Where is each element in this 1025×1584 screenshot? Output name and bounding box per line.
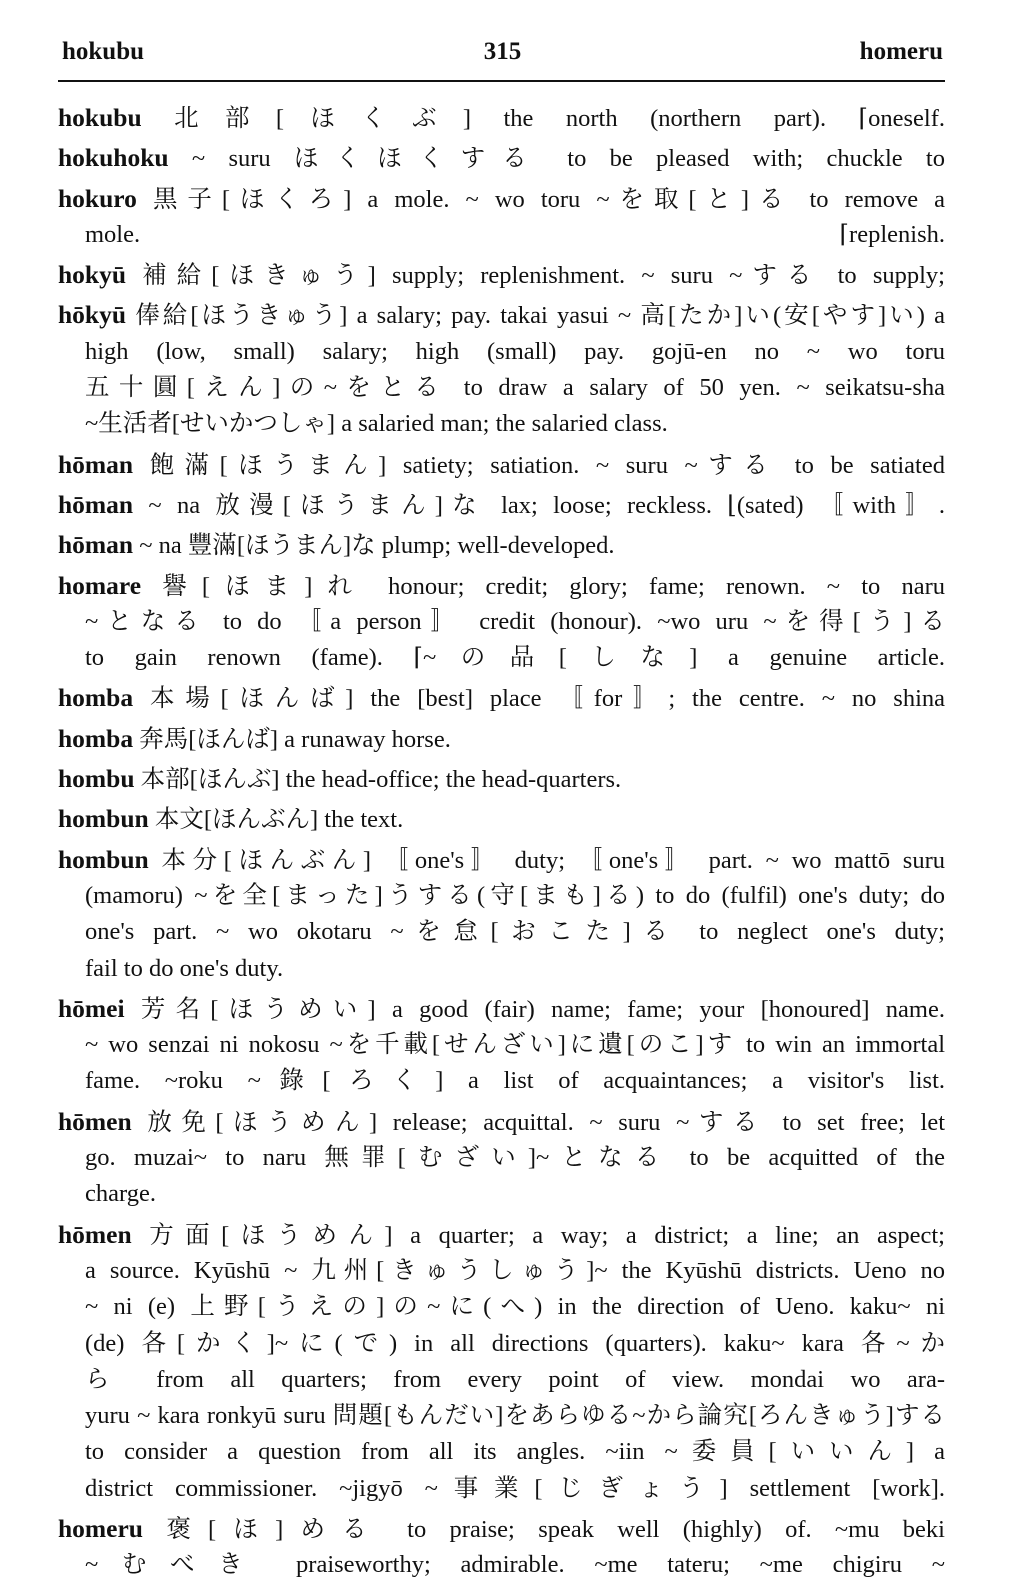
continuation-line (58, 1362, 945, 1398)
definition-text: ~となる to do 〚a person〛 credit (honour). ~wo uru ~を得[う]る (85, 607, 945, 635)
continuation-line (58, 1063, 945, 1099)
definition-text: ~ na 豐滿[ほうまん]な plump; well-developed. (133, 532, 615, 560)
entry-line (58, 487, 945, 523)
definition-text: ~ na 放漫[ほうまん]な lax; loose; reckless. ⌊(sated) 〚with〛. (133, 491, 945, 519)
entry-line (58, 761, 945, 797)
definition-text: 放免[ほうめん] release; acquittal. ~ suru ~する to set free; let (131, 1108, 945, 1136)
entry-line (58, 297, 945, 333)
definition-text: 北部[ほくぶ] the north (northern part). ⌈oneself. (141, 105, 945, 132)
headword: hōman (58, 449, 134, 479)
dictionary-entries (58, 96, 945, 1584)
headword: hombun (58, 844, 149, 874)
definition-text: fail to do one's duty. (85, 954, 284, 982)
definition-text: ~ ni (e) 上野[うえの]の~に(へ) in the direction of Ueno. kaku~ ni (85, 1293, 945, 1321)
headword: homba (58, 723, 134, 753)
definition-text: ~むべき praiseworthy; admirable. ~me tateru; ~me chigiru ~ (85, 1551, 945, 1579)
continuation-line (58, 951, 945, 987)
continuation-line (58, 1289, 945, 1325)
headword: homeru (58, 1513, 143, 1543)
headword: hokuro (58, 183, 137, 213)
entry-line (58, 257, 945, 293)
headword: hōkyū (58, 300, 127, 330)
continuation-line (58, 1176, 945, 1212)
definition-text: to consider a question from all its angles. ~iin ~委員[いいん] a (85, 1438, 945, 1466)
headword: hokubu (58, 103, 142, 132)
definition-text: 本場[ほんば] the [best] place 〚for〛; the centre. ~ no shina (133, 685, 945, 713)
header-rule (58, 80, 945, 82)
definition-text: 褒[ほ]める to praise; speak well (highly) of. ~mu beki (143, 1515, 945, 1543)
running-head (62, 38, 943, 72)
headword: hōman (58, 489, 134, 519)
definition-text: yuru ~ kara ronkyū suru 問題[もんだい]をあらゆる~から論究[ろんきゅう]する (85, 1402, 945, 1430)
entry-line (58, 140, 945, 176)
continuation-line (58, 914, 945, 950)
continuation-line (58, 406, 945, 442)
definition-text: ら from all quarters; from every point of view. mondai wo ara- (85, 1365, 945, 1393)
headword: hōmen (58, 1106, 132, 1136)
entry-line (58, 181, 945, 217)
entry-line (58, 1104, 945, 1140)
definition-text: 本部[ほんぶ] the head-office; the head-quarters. (134, 766, 622, 794)
definition-text: 黒子[ほくろ] a mole. ~ wo toru ~を取[と]る to remove a (136, 185, 945, 213)
definition-text: go. muzai~ to naru 無罪[むざい]~となる to be acquitted of the (85, 1144, 945, 1172)
entry-line (58, 842, 945, 878)
continuation-line (58, 1434, 945, 1470)
definition-text: 芳名[ほうめい] a good (fair) name; fame; your [honoured] name. (124, 995, 945, 1023)
entry-line (58, 1217, 945, 1253)
entry-line (58, 1511, 945, 1547)
definition-text: 補給[ほきゅう] supply; replenishment. ~ suru ~する to supply; (126, 262, 945, 290)
continuation-line (58, 1471, 945, 1507)
headword: hōmei (58, 993, 125, 1023)
definition-text: 俸給[ほうきゅう] a salary; pay. takai yasui ~ 高[たか]い(安[やす]い) a (126, 302, 945, 330)
continuation-line (58, 604, 945, 640)
continuation-line (58, 334, 945, 370)
entry-line (58, 447, 945, 483)
definition-text: 本分[ほんぶん] 〚one's〛 duty; 〚one's〛 part. ~ wo mattō suru (148, 846, 945, 874)
headword: hōman (58, 530, 134, 560)
continuation-line (58, 1326, 945, 1362)
headword: hombu (58, 764, 135, 794)
headword: hombun (58, 804, 149, 834)
definition-text: high (low, small) salary; high (small) pay. gojū-en no ~ wo toru (85, 337, 945, 365)
continuation-line (58, 878, 945, 914)
running-head-last-word: homeru (859, 38, 943, 65)
definition-text: fame. ~roku ~錄[ろく] a list of acquaintances; a visitor's list. (85, 1067, 945, 1095)
definition-text: to gain renown (fame). ⌈~の品[しな] a genuine article. (85, 644, 945, 672)
continuation-line (58, 1398, 945, 1434)
headword: homba (58, 683, 134, 713)
continuation-line (58, 1027, 945, 1063)
definition-text: (de) 各[かく]~に(で) in all directions (quarters). kaku~ kara 各~か (85, 1329, 945, 1357)
running-head-first-word: hokubu (62, 38, 145, 65)
entry-line (58, 100, 945, 136)
definition-text: one's part. ~ wo okotaru ~を怠[おこた]る to neglect one's duty; (85, 918, 945, 946)
entry-line (58, 801, 945, 837)
definition-text: a source. Kyūshū ~ 九州[きゅうしゅう]~ the Kyūshū districts. Ueno no (85, 1256, 945, 1284)
definition-text: 本文[ほんぶん] the text. (148, 806, 404, 834)
entry-line (58, 721, 945, 757)
definition-text: (mamoru) ~を全[まった]うする(守[まも]る) to do (fulfil) one's duty; do (85, 881, 945, 909)
continuation-line (58, 1547, 945, 1583)
headword: hokuhoku (58, 143, 169, 173)
continuation-line (58, 640, 945, 676)
definition-text: district commissioner. ~jigyō ~事業[じぎょう] settlement [work]. (85, 1474, 945, 1502)
definition-text: ~生活者[せいかつしゃ] a salaried man; the salaried class. (85, 410, 668, 438)
headword: hokyū (58, 260, 127, 290)
definition-text: 飽滿[ほうまん] satiety; satiation. ~ suru ~する to be satiated (133, 451, 945, 479)
entry-line (58, 991, 945, 1027)
page-number: 315 (483, 38, 522, 65)
definition-text: ~ suru ほくほくする to be pleased with; chuckle to (168, 145, 945, 173)
definition-text: mole. ⌈replenish. (85, 220, 945, 248)
continuation-line (58, 370, 945, 406)
definition-text: charge. (85, 1180, 156, 1208)
headword: homare (58, 570, 142, 600)
definition-text: 譽[ほま]れ honour; credit; glory; fame; renown. ~ to naru (141, 572, 945, 600)
definition-text: 方面[ほうめん] a quarter; a way; a district; a line; an aspect; (131, 1221, 945, 1249)
definition-text: ~ wo senzai ni nokosu ~を千載[せんざい]に遺[のこ]す to win an immortal (85, 1031, 945, 1059)
entry-line (58, 680, 945, 716)
continuation-line (58, 217, 945, 253)
entry-line (58, 527, 945, 563)
definition-text: 五十圓[えん]の~をとる to draw a salary of 50 yen. ~ seikatsu-sha (85, 374, 945, 402)
continuation-line (58, 1253, 945, 1289)
headword: hōmen (58, 1219, 132, 1249)
entry-line (58, 568, 945, 604)
continuation-line (58, 1140, 945, 1176)
definition-text: 奔馬[ほんば] a runaway horse. (133, 725, 451, 753)
